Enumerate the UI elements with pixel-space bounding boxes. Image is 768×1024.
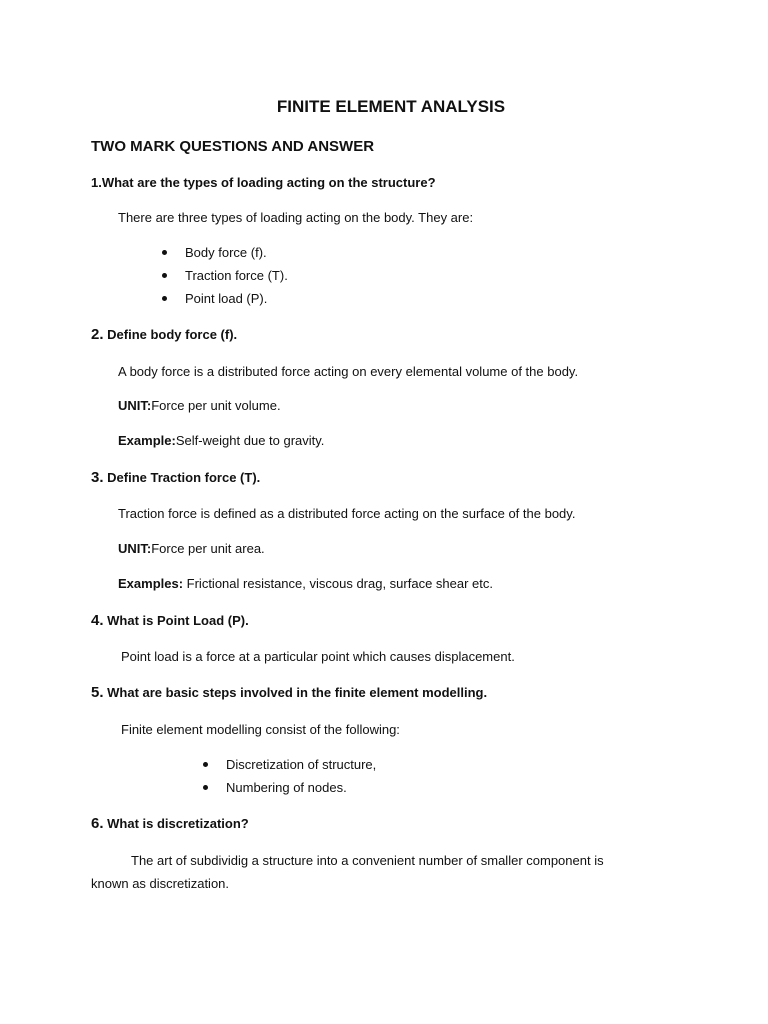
question-text: What are basic steps involved in the finite element modelling. — [107, 685, 488, 700]
question-4-heading — [91, 612, 249, 630]
question-1-heading: 1.What are the types of loading acting on the structure? — [91, 175, 436, 190]
question-text: Define Traction force (T). — [107, 470, 261, 485]
bullet-icon — [162, 273, 167, 278]
question-6-text-line-1: The art of subdividig a structure into a convenient number of smaller component is — [131, 853, 604, 868]
question-text: What is discretization? — [107, 816, 249, 831]
list-item-text: Discretization of structure, — [226, 757, 377, 772]
question-number: 2. — [91, 326, 104, 343]
page-title: FINITE ELEMENT ANALYSIS — [276, 97, 506, 116]
question-2-heading — [91, 326, 237, 344]
example-value: Frictional resistance, viscous drag, surface shear etc. — [183, 576, 494, 591]
question-text: What is Point Load (P). — [107, 613, 249, 628]
question-6-heading — [91, 815, 249, 833]
question-2-unit — [118, 397, 281, 415]
question-text: Define body force (f). — [107, 327, 238, 342]
question-3-heading — [91, 469, 260, 487]
unit-label: UNIT: — [118, 541, 152, 556]
list-item-text: Point load (P). — [185, 291, 268, 306]
question-3-unit — [118, 540, 265, 558]
example-label: Examples: — [118, 576, 184, 591]
question-number: 4. — [91, 612, 104, 629]
question-3-text: Traction force is defined as a distributed force acting on the surface of the body. — [118, 506, 576, 521]
unit-label: UNIT: — [118, 398, 152, 413]
question-2-text: A body force is a distributed force acting on every elemental volume of the body. — [118, 364, 579, 379]
unit-value: Force per unit volume. — [151, 398, 281, 413]
list-item-text: Numbering of nodes. — [226, 780, 347, 795]
question-6-text-line-2: known as discretization. — [91, 876, 230, 891]
list-item — [162, 290, 267, 308]
list-item-text: Traction force (T). — [185, 268, 288, 283]
bullet-icon — [162, 250, 167, 255]
list-item — [162, 267, 288, 285]
list-item — [203, 779, 347, 797]
question-1-intro: There are three types of loading acting on the body. They are: — [118, 210, 474, 225]
list-item — [203, 756, 376, 774]
list-item-text: Body force (f). — [185, 245, 267, 260]
list-item — [162, 244, 267, 262]
bullet-icon — [203, 785, 208, 790]
example-value: Self-weight due to gravity. — [175, 433, 325, 448]
unit-value: Force per unit area. — [151, 541, 265, 556]
question-number: 3. — [91, 469, 104, 486]
section-subtitle: TWO MARK QUESTIONS AND ANSWER — [91, 138, 375, 155]
question-5-intro: Finite element modelling consist of the following: — [121, 722, 400, 737]
bullet-icon — [203, 762, 208, 767]
question-5-heading — [91, 684, 487, 702]
bullet-icon — [162, 296, 167, 301]
question-3-example — [118, 575, 493, 593]
question-2-example — [118, 432, 324, 450]
example-label: Example: — [118, 433, 176, 448]
question-number: 6. — [91, 815, 104, 832]
question-number: 5. — [91, 684, 104, 701]
question-4-text: Point load is a force at a particular point which causes displacement. — [121, 649, 515, 664]
